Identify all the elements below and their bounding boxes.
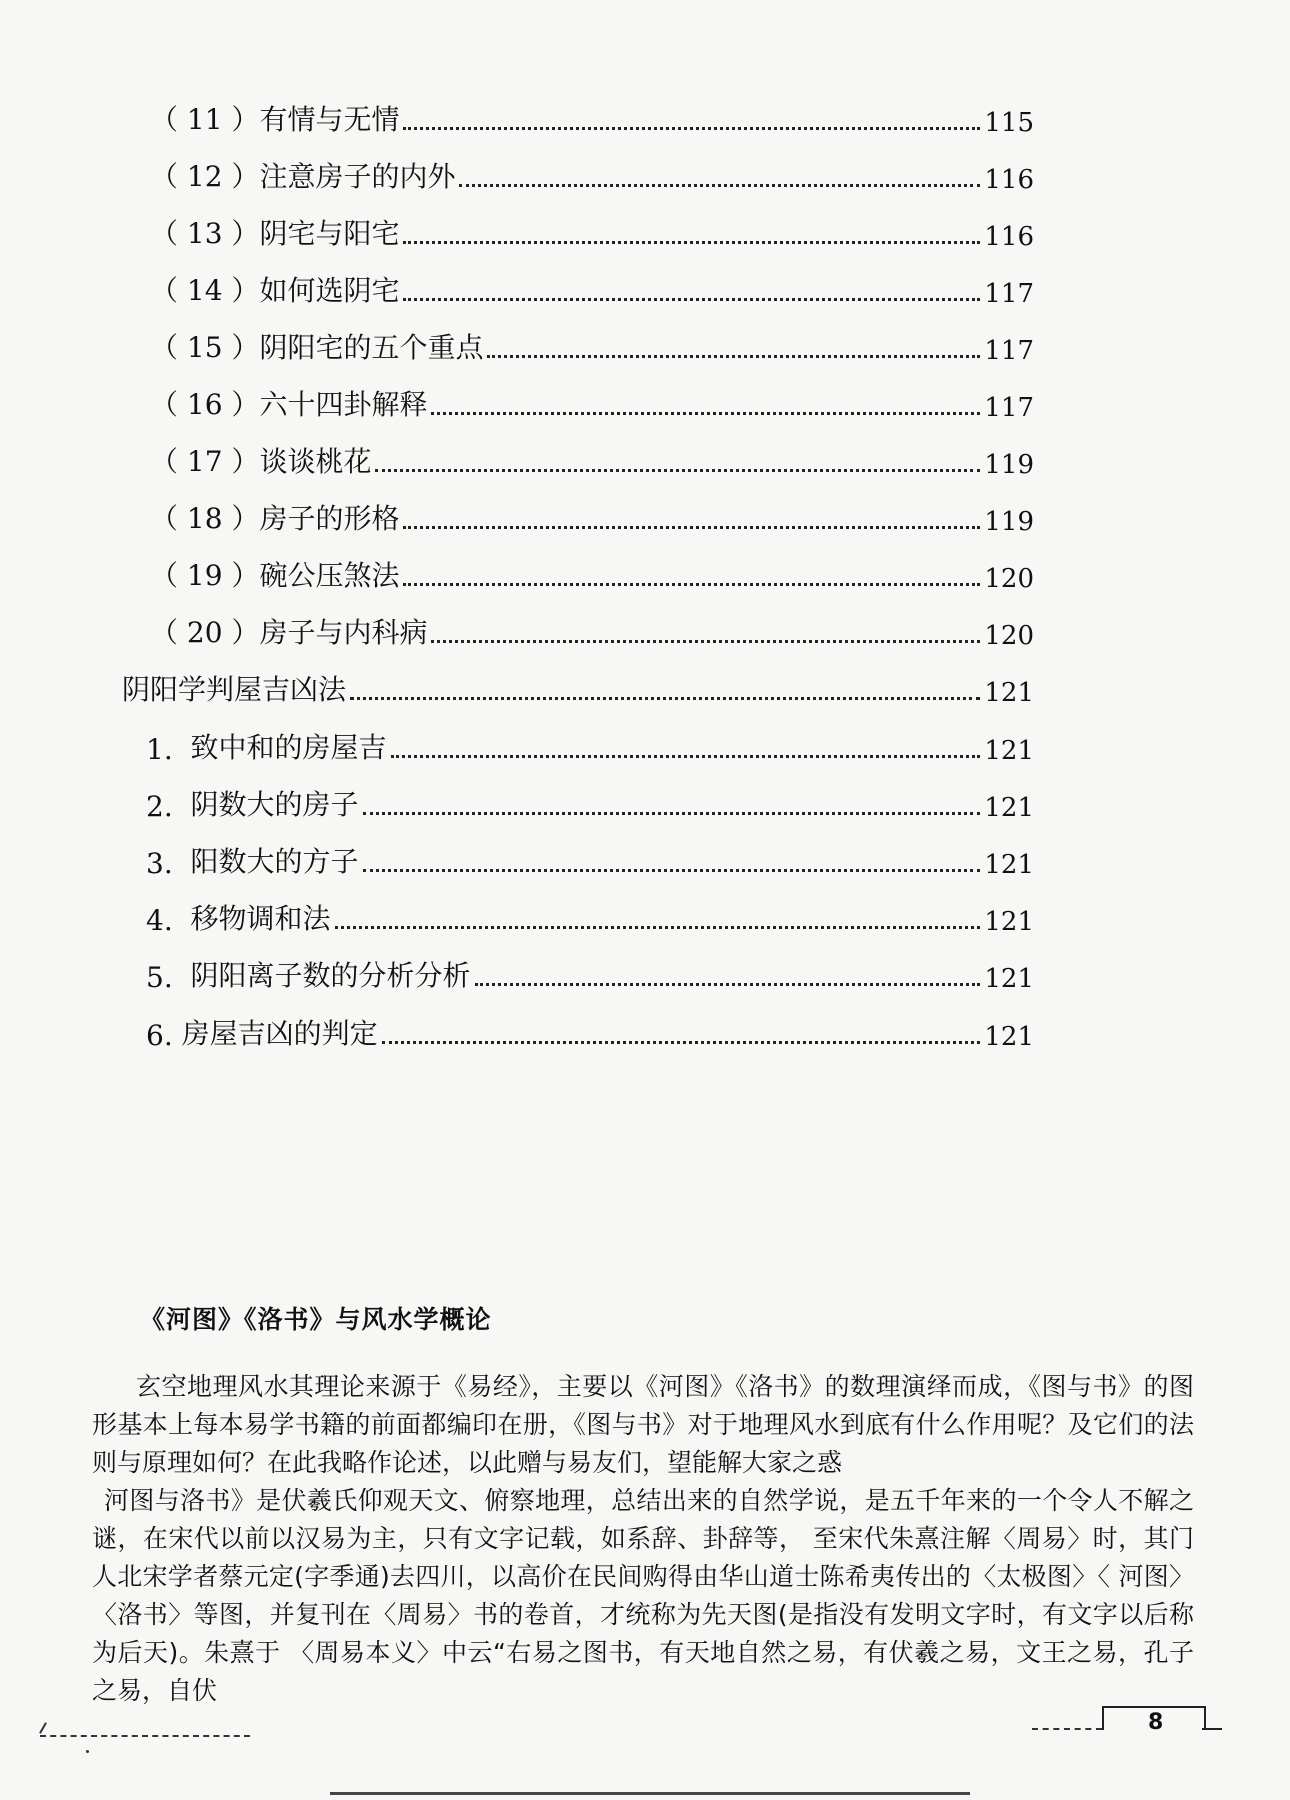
toc-entry	[150, 149, 1034, 195]
toc-entry	[122, 662, 1034, 708]
toc-entry	[150, 320, 1034, 366]
toc-entry-title: 房屋吉凶的判定	[181, 1017, 378, 1050]
toc-entry-title: 注意房子的内外	[259, 160, 456, 193]
toc-entry-page: 121	[984, 907, 1034, 937]
toc-entry-page: 120	[984, 564, 1034, 594]
footer-rule	[1202, 1728, 1222, 1730]
toc-entry-title: 移物调和法	[190, 902, 331, 935]
toc-entry-title: 阴宅与阳宅	[259, 217, 400, 250]
toc-entry-page: 121	[984, 964, 1034, 994]
toc-entry-number: （ 19 ）	[150, 559, 260, 592]
toc-entry-number: （ 15 ）	[150, 331, 260, 364]
toc-entry-title: 阴阳离子数的分析分析	[190, 959, 471, 992]
paragraph: 河图与洛书》是伏羲氏仰观天文、俯察地理，总结出来的自然学说，是五千年来的一个令人不解之谜，在宋代以前以汉易为主，只有文字记载，如系辞、卦辞等， 至宋代朱熹注解〈周易〉时，其门人北宋学者蔡元定(字季通)去四川，以高价在民间购得由华山道士陈希夷传出的〈太极图〉〈 河图〉〈洛书〉等图，并复刊在〈周易〉书的卷首，才统称为先天图(是指没有发明文字时，有文字以后称为后天)。朱熹于 〈周易本义〉中云“右易之图书，有天地自然之易，有伏羲之易，文王之易，孔子之易，自伏	[92, 1486, 1194, 1705]
toc-leader-dots	[403, 241, 980, 244]
toc-entry-number: （ 20 ）	[150, 616, 260, 649]
toc-entry	[150, 263, 1034, 309]
toc-entry-number: （ 11 ）	[150, 103, 260, 136]
toc-leader-dots	[403, 298, 980, 301]
toc-entry-title: 六十四卦解释	[259, 388, 428, 421]
toc-entry	[150, 206, 1034, 252]
toc-leader-dots	[403, 583, 980, 586]
toc-entry	[146, 834, 1034, 880]
toc-entry-title: 阴数大的房子	[190, 788, 359, 821]
toc-entry-page: 119	[984, 507, 1034, 537]
toc-entry-title: 阳数大的方子	[190, 845, 359, 878]
article-title: 《河图》《洛书》与风水学概论	[140, 1305, 492, 1334]
toc-entry-page: 119	[984, 450, 1034, 480]
article-body	[92, 1368, 1194, 1710]
toc-entry	[146, 720, 1034, 766]
footer-rule	[1032, 1728, 1102, 1730]
footer-rule	[40, 1735, 250, 1737]
toc-entry-number: （ 18 ）	[150, 502, 260, 535]
toc-entry-title: 房子的形格	[259, 502, 400, 535]
toc-entry-page: 121	[984, 793, 1034, 823]
paragraph: 玄空地理风水其理论来源于《易经》，主要以《河图》《洛书》的数理演绎而成，《图与书》的图形基本上每本易学书籍的前面都编印在册，《图与书》对于地理风水到底有什么作用呢？及它们的法则与原理如何？在此我略作论述，以此赠与易友们，望能解大家之惑	[92, 1372, 1194, 1477]
scan-mark	[86, 1750, 89, 1753]
toc-leader-dots	[363, 812, 981, 815]
toc-entry	[150, 605, 1034, 651]
toc-entry-number: （ 16 ）	[150, 388, 260, 421]
toc-entry-number: 5.	[146, 961, 191, 994]
toc-entry-page: 115	[984, 108, 1034, 138]
toc-leader-dots	[431, 412, 980, 415]
toc-entry	[150, 377, 1034, 423]
toc-leader-dots	[403, 127, 980, 130]
toc-entry-title: 房子与内科病	[259, 616, 428, 649]
toc-entry-page: 120	[984, 621, 1034, 651]
toc-entry-title: 碗公压煞法	[259, 559, 400, 592]
toc-entry-number: 3.	[146, 847, 191, 880]
toc-leader-dots	[391, 755, 981, 758]
toc-entry	[150, 491, 1034, 537]
toc-entry	[150, 434, 1034, 480]
toc-entry-page: 121	[984, 736, 1034, 766]
toc-entry-title: 如何选阴宅	[259, 274, 400, 307]
toc-leader-dots	[403, 526, 980, 529]
toc-entry	[146, 891, 1034, 937]
toc-entry-number: （ 13 ）	[150, 217, 260, 250]
toc-entry	[146, 1006, 1034, 1052]
toc-leader-dots	[459, 184, 980, 187]
toc-entry-page: 116	[984, 165, 1034, 195]
toc-entry-title: 致中和的房屋吉	[190, 731, 387, 764]
toc-entry-page: 121	[984, 1022, 1034, 1052]
toc-leader-dots	[431, 640, 980, 643]
toc-leader-dots	[375, 469, 980, 472]
toc-entry	[150, 92, 1034, 138]
toc-entry-page: 121	[984, 850, 1034, 880]
toc-leader-dots	[335, 926, 981, 929]
scan-edge	[330, 1792, 970, 1799]
toc-entry-title: 有情与无情	[259, 103, 400, 136]
toc-entry-number: （ 14 ）	[150, 274, 260, 307]
toc-leader-dots	[363, 869, 981, 872]
toc-entry	[146, 948, 1034, 994]
toc-entry-page: 116	[984, 222, 1034, 252]
toc-entry-number: （ 17 ）	[150, 445, 260, 478]
toc-entry-number: （ 12 ）	[150, 160, 260, 193]
toc-leader-dots	[487, 355, 980, 358]
toc-entry-page: 121	[984, 678, 1034, 708]
toc-leader-dots	[382, 1041, 981, 1044]
toc-leader-dots	[350, 697, 980, 700]
toc-entry	[146, 777, 1034, 823]
scan-mark	[39, 1722, 47, 1733]
toc-entry-number: 4.	[146, 904, 191, 937]
toc-entry-page: 117	[984, 393, 1034, 423]
toc-entry-title: 谈谈桃花	[259, 445, 372, 478]
toc-leader-dots	[475, 983, 981, 986]
toc-entry	[150, 548, 1034, 594]
toc-entry-page: 117	[984, 336, 1034, 366]
page-number: 8	[1148, 1710, 1164, 1735]
toc-entry-title: 阴阳宅的五个重点	[259, 331, 484, 364]
toc-entry-number: 6.	[146, 1019, 182, 1052]
toc-entry-number: 2.	[146, 790, 191, 823]
toc-entry-title: 阴阳学判屋吉凶法	[122, 673, 347, 706]
toc-entry-page: 117	[984, 279, 1034, 309]
toc-entry-number: 1.	[146, 733, 191, 766]
